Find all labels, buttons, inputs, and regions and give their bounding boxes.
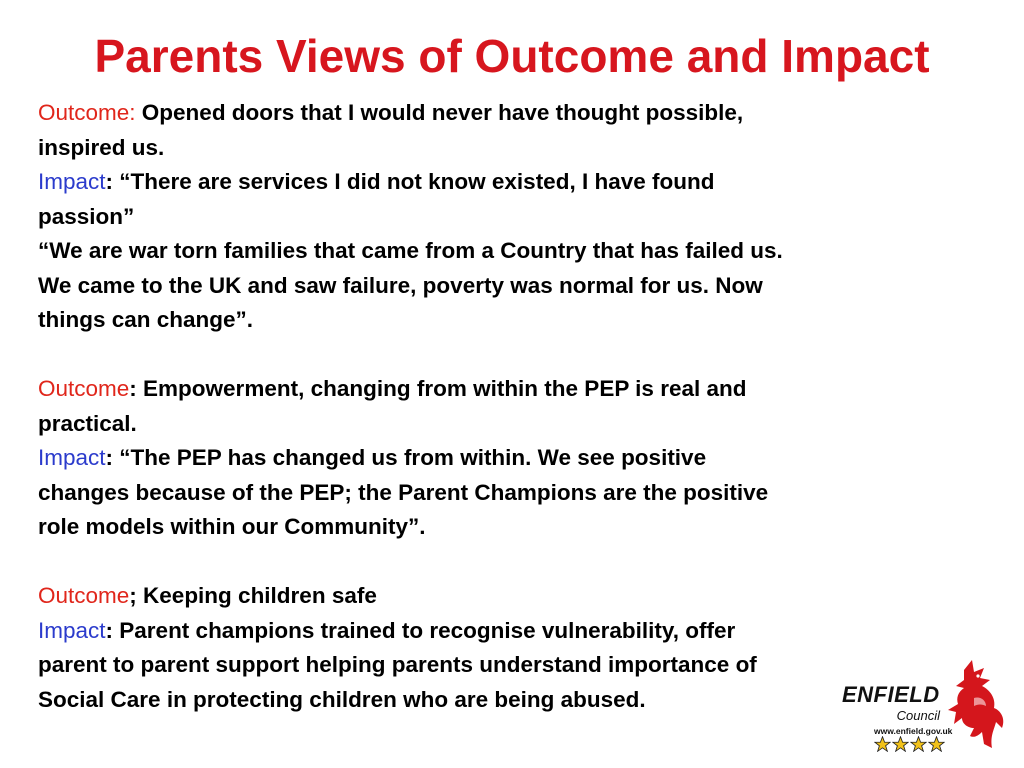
impact-2-line-3: role models within our Community”. xyxy=(38,514,426,539)
logo-url: www.enfield.gov.uk xyxy=(874,726,953,736)
outcome-1-line-1 xyxy=(38,96,998,131)
impact-2-line-2: changes because of the PEP; the Parent Champions are the positive xyxy=(38,479,769,505)
impact-3-line-2: parent to parent support helping parents understand importance of xyxy=(38,652,757,677)
logo-stars xyxy=(874,736,945,752)
paragraph-gap xyxy=(38,338,998,373)
quote-line-3: things can change”. xyxy=(38,307,254,332)
outcome-2-line-2: practical. xyxy=(38,410,137,436)
slide-body xyxy=(38,96,998,717)
impact-3-line-3: Social Care in protecting children who are being abused. xyxy=(38,686,646,712)
slide-title: Parents Views of Outcome and Impact xyxy=(94,30,930,82)
outcome-label: Outcome xyxy=(38,583,130,608)
red-dragon-icon xyxy=(944,658,1010,754)
quote-line-1: “We are war torn families that came from a Country that has failed us. xyxy=(38,238,783,263)
impact-2-line-1 xyxy=(38,441,998,476)
outcome-label: Outcome: xyxy=(38,100,136,125)
impact-text: : Parent champions trained to recognise vulnerability, offer xyxy=(105,617,736,643)
outcome-label: Outcome xyxy=(38,376,130,401)
outcome-1-line-2: inspired us. xyxy=(38,134,165,160)
logo-name: ENFIELD xyxy=(842,682,940,707)
impact-label: Impact xyxy=(38,617,106,643)
enfield-council-logo xyxy=(840,656,1012,762)
logo-subtitle: Council xyxy=(896,708,940,723)
outcome-text: : Empowerment, changing from within the PEP is real and xyxy=(129,376,747,401)
outcome-2-line-1 xyxy=(38,372,998,407)
star-icon xyxy=(892,736,909,752)
impact-1-line-2: passion” xyxy=(38,203,135,229)
star-icon xyxy=(910,736,927,752)
impact-1-line-1 xyxy=(38,165,998,200)
impact-text: : “The PEP has changed us from within. We see positive xyxy=(105,445,707,470)
impact-text: : “There are services I did not know existed, I have found xyxy=(105,169,715,194)
outcome-3-line-1 xyxy=(38,579,998,614)
outcome-text: ; Keeping children safe xyxy=(129,583,377,608)
impact-3-line-1 xyxy=(38,614,998,649)
star-icon xyxy=(928,736,945,752)
impact-label: Impact xyxy=(38,445,106,470)
impact-label: Impact xyxy=(38,169,106,194)
paragraph-gap xyxy=(38,545,998,580)
star-icon xyxy=(874,736,891,752)
outcome-text: Opened doors that I would never have thought possible, xyxy=(135,100,744,125)
quote-line-2: We came to the UK and saw failure, poverty was normal for us. Now xyxy=(38,272,763,298)
